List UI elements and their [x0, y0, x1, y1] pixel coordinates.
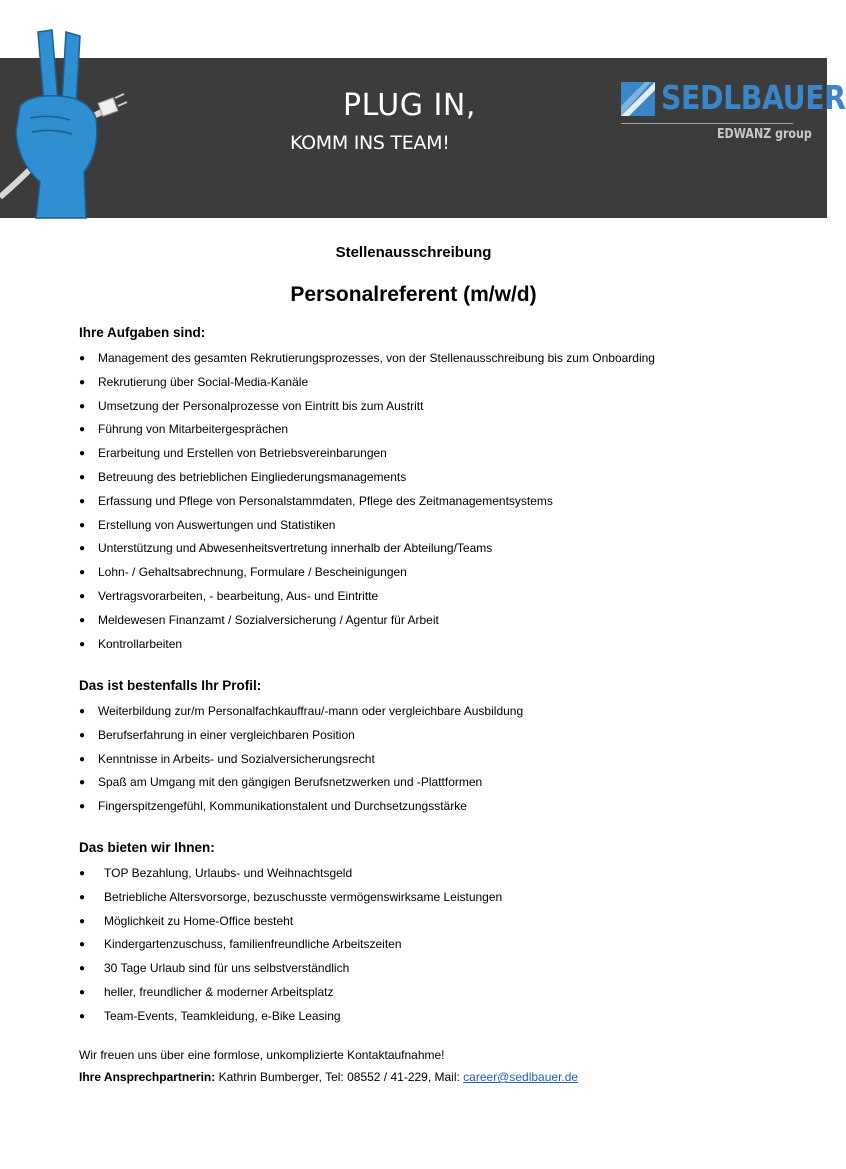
tasks-section — [79, 325, 779, 660]
list-item: ● Betreuung des betrieblichen Eingliederungsmanagements — [79, 469, 407, 484]
profile-section — [79, 678, 779, 823]
peace-hand-plug-illustration — [0, 22, 140, 218]
bullet-icon: ● — [79, 986, 86, 998]
list-item: ● Rekrutierung über Social-Media-Kanäle — [79, 374, 309, 389]
bullet-icon: ● — [79, 614, 86, 626]
slogan-line1: PLUG IN, — [343, 88, 476, 123]
list-item: ● Kenntnisse in Arbeits- und Sozialversicherungsrecht — [79, 751, 375, 766]
list-item: ● Team-Events, Teamkleidung, e-Bike Leasing — [79, 1008, 341, 1023]
list-item: ● Meldewesen Finanzamt / Sozialversicherung / Agentur für Arbeit — [79, 612, 439, 627]
bullet-icon: ● — [79, 777, 86, 789]
bullet-icon: ● — [79, 519, 86, 531]
tasks-heading: Ihre Aufgaben sind: — [79, 325, 206, 340]
bullet-icon: ● — [79, 495, 86, 507]
list-item: ● Weiterbildung zur/m Personalfachkauffrau/-mann oder vergleichbare Ausbildung — [79, 704, 524, 718]
list-item: ● Unterstützung und Abwesenheitsvertretung innerhalb der Abteilung/Teams — [79, 541, 493, 556]
offer-section — [79, 840, 779, 1033]
contact-details: Kathrin Bumberger, Tel: 08552 / 41-229, Mail: — [215, 1070, 464, 1084]
slogan-line2: KOMM INS TEAM! — [290, 132, 450, 154]
list-item: ● Betriebliche Altersvorsorge, bezuschusste vermögenswirksame Leistungen — [79, 889, 503, 904]
bullet-icon: ● — [79, 939, 86, 951]
profile-list — [79, 704, 779, 823]
bullet-icon: ● — [79, 963, 86, 975]
contact-line — [79, 1070, 578, 1084]
list-item: ● TOP Bezahlung, Urlaubs- und Weihnachtsgeld — [79, 866, 353, 880]
list-item: ● heller, freundlicher & moderner Arbeitsplatz — [79, 984, 334, 999]
bullet-icon: ● — [79, 868, 86, 879]
bullet-icon: ● — [79, 729, 86, 741]
list-item: ● Spaß am Umgang mit den gängigen Berufsnetzwerken und -Plattformen — [79, 775, 483, 790]
logo-subtitle: EDWANZ group — [717, 127, 812, 142]
bullet-icon: ● — [79, 1010, 86, 1022]
document-type: Stellenausschreibung — [335, 244, 492, 261]
offer-list — [79, 866, 779, 1033]
list-item: ● Möglichkeit zu Home-Office besteht — [79, 913, 294, 928]
list-item: ● Erfassung und Pflege von Personalstammdaten, Pflege des Zeitmanagementsystems — [79, 493, 553, 508]
bullet-icon: ● — [79, 706, 86, 717]
bullet-icon: ● — [79, 590, 86, 602]
logo-divider — [621, 123, 793, 124]
offer-heading: Das bieten wir Ihnen: — [79, 840, 215, 855]
job-title: Personalreferent (m/w/d) — [290, 283, 537, 306]
list-item: ● Kontrollarbeiten — [79, 636, 183, 651]
bullet-icon: ● — [79, 891, 86, 903]
list-item: ● Erstellung von Auswertungen und Statistiken — [79, 517, 336, 532]
list-item: ● Vertragsvorarbeiten, - bearbeitung, Aus- und Eintritte — [79, 588, 379, 603]
list-item: ● Lohn- / Gehaltsabrechnung, Formulare / Bescheinigungen — [79, 565, 407, 580]
bullet-icon: ● — [79, 400, 86, 412]
logo-wordmark: SEDLBAUER — [661, 78, 846, 117]
sedlbauer-logo-mark — [621, 82, 655, 116]
list-item: ● Management des gesamten Rekrutierungsprozesses, von der Stellenausschreibung bis zum Onboarding — [79, 351, 655, 365]
list-item: ● Fingerspitzengefühl, Kommunikationstalent und Durchsetzungsstärke — [79, 799, 467, 814]
bullet-icon: ● — [79, 543, 86, 555]
list-item: ● Führung von Mitarbeitergesprächen — [79, 422, 289, 437]
list-item: ● Umsetzung der Personalprozesse von Eintritt bis zum Austritt — [79, 398, 424, 413]
list-item: ● 30 Tage Urlaub sind für uns selbstverständlich — [79, 961, 350, 976]
bullet-icon: ● — [79, 448, 86, 460]
list-item: ● Erarbeitung und Erstellen von Betriebsvereinbarungen — [79, 446, 387, 461]
bullet-icon: ● — [79, 353, 86, 364]
bullet-icon: ● — [79, 915, 86, 927]
bullet-icon: ● — [79, 376, 86, 388]
closing-text: Wir freuen uns über eine formlose, unkomplizierte Kontaktaufnahme! — [79, 1048, 445, 1062]
list-item: ● Kindergartenzuschuss, familienfreundliche Arbeitszeiten — [79, 937, 402, 952]
bullet-icon: ● — [79, 567, 86, 579]
bullet-icon: ● — [79, 801, 86, 813]
bullet-icon: ● — [79, 424, 86, 436]
list-item: ● Berufserfahrung in einer vergleichbaren Position — [79, 727, 355, 742]
bullet-icon: ● — [79, 471, 86, 483]
contact-label: Ihre Ansprechpartnerin: — [79, 1070, 216, 1084]
email-link[interactable]: career@sedlbauer.de — [463, 1070, 579, 1084]
tasks-list — [79, 351, 779, 660]
bullet-icon: ● — [79, 638, 86, 650]
bullet-icon: ● — [79, 753, 86, 765]
profile-heading: Das ist bestenfalls Ihr Profil: — [79, 678, 262, 693]
